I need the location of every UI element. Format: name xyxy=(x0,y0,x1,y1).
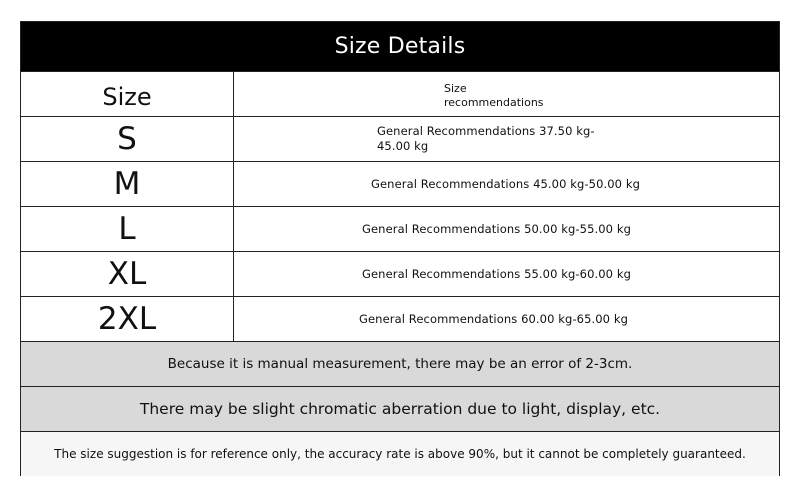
size-cell xyxy=(21,297,234,341)
measurement-note-row xyxy=(21,341,779,386)
rec-cell xyxy=(234,207,779,251)
header-row xyxy=(21,71,779,116)
rec-text: General Recommendations 37.50 kg-45.00 kg xyxy=(377,124,595,153)
header-rec-cell xyxy=(234,72,779,116)
header-size-cell xyxy=(21,72,234,116)
rec-text: General Recommendations 55.00 kg-60.00 kg xyxy=(362,267,631,281)
rec-cell xyxy=(234,252,779,296)
chromatic-note-row xyxy=(21,386,779,431)
rec-text: General Recommendations 60.00 kg-65.00 kg xyxy=(359,312,628,326)
header-rec-label: Size recommendations xyxy=(444,82,544,109)
size-label: M xyxy=(113,166,141,202)
size-row-s xyxy=(21,116,779,161)
size-label: 2XL xyxy=(97,301,157,337)
size-row-xl xyxy=(21,251,779,296)
accuracy-note: The size suggestion is for reference only, the accuracy rate is above 90%, but it cannot be completely guaranteed. xyxy=(54,447,746,461)
chromatic-note: There may be slight chromatic aberration due to light, display, etc. xyxy=(139,400,661,418)
rec-cell xyxy=(234,162,779,206)
size-cell xyxy=(21,117,234,161)
rec-text: General Recommendations 50.00 kg-55.00 kg xyxy=(362,222,631,236)
size-row-l xyxy=(21,206,779,251)
size-cell xyxy=(21,252,234,296)
chart-title: Size Details xyxy=(21,22,779,71)
size-cell xyxy=(21,162,234,206)
size-cell xyxy=(21,207,234,251)
size-row-2xl xyxy=(21,296,779,341)
measurement-note: Because it is manual measurement, there may be an error of 2-3cm. xyxy=(167,356,633,372)
rec-text: General Recommendations 45.00 kg-50.00 kg xyxy=(371,177,640,191)
size-label: XL xyxy=(107,256,147,292)
size-label: S xyxy=(117,121,137,157)
rec-cell xyxy=(234,117,779,161)
size-label: L xyxy=(118,211,136,247)
size-chart xyxy=(20,21,780,476)
accuracy-note-row xyxy=(21,431,779,476)
header-size-label: Size xyxy=(102,83,152,111)
size-row-m xyxy=(21,161,779,206)
rec-cell xyxy=(234,297,779,341)
